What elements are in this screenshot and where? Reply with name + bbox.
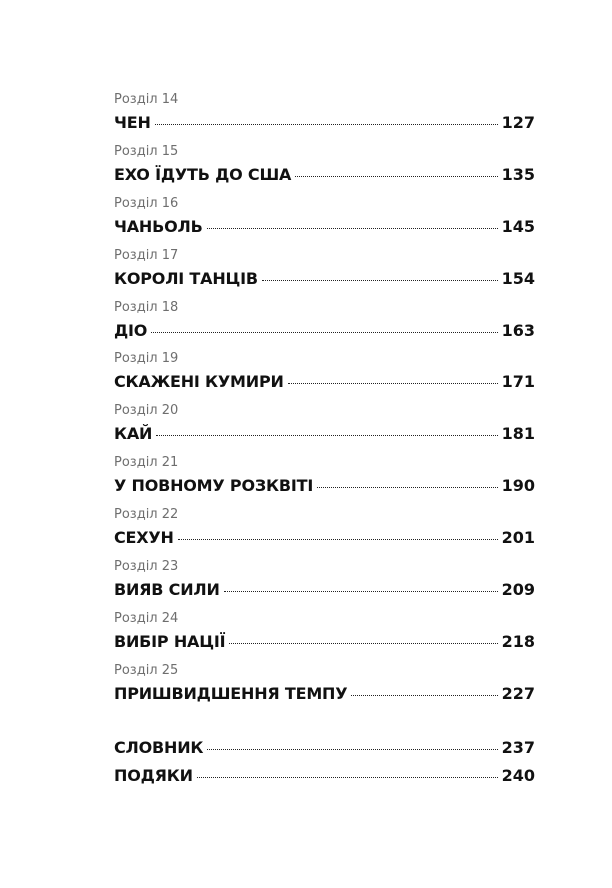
- chapter-number-label: Розділ 14: [114, 92, 179, 107]
- dot-leader: [295, 176, 497, 177]
- page-number: 227: [501, 683, 535, 703]
- chapter-number-label: Розділ 21: [114, 455, 179, 471]
- chapter-title: EXO ЇДУТЬ ДО США: [114, 164, 292, 184]
- dot-leader: [317, 487, 497, 488]
- page-number: 201: [501, 528, 535, 548]
- toc-row: [114, 473, 535, 499]
- chapter-title: СКАЖЕНІ КУМИРИ: [114, 372, 284, 392]
- page-number: 163: [501, 320, 535, 340]
- dot-leader: [197, 777, 498, 778]
- toc-entry-chapter-15[interactable]: [114, 142, 535, 194]
- toc-entry-chapter-25[interactable]: [114, 661, 535, 713]
- page-number: 237: [501, 738, 535, 757]
- dot-leader: [288, 383, 498, 384]
- chapter-number-label: Розділ 17: [114, 247, 179, 263]
- chapter-title: ЧЕН: [114, 113, 151, 132]
- page-number: 218: [501, 631, 535, 651]
- page-number: 240: [501, 766, 535, 785]
- toc-entry-chapter-19[interactable]: [114, 349, 535, 401]
- toc-row: [114, 369, 535, 395]
- dot-leader: [151, 332, 497, 333]
- chapter-number-label: Розділ 18: [114, 299, 179, 315]
- dot-leader: [262, 280, 498, 281]
- toc-entry-chapter-17[interactable]: [114, 246, 535, 298]
- toc-row: [114, 214, 535, 240]
- chapter-number-label: Розділ 20: [114, 403, 179, 419]
- toc-row: [114, 577, 535, 603]
- dot-leader: [207, 228, 498, 229]
- toc-row: [114, 629, 535, 655]
- back-matter-list: [114, 734, 535, 790]
- chapter-title: СЕХУН: [114, 528, 174, 548]
- dot-leader: [224, 591, 498, 592]
- chapter-title: ВИБІР НАЦІЇ: [114, 631, 226, 651]
- dot-leader: [351, 695, 497, 696]
- chapter-number-label: Розділ 23: [114, 559, 179, 575]
- dot-leader: [156, 435, 497, 436]
- toc-entry-chapter-22[interactable]: [114, 505, 535, 557]
- chapter-title: КОРОЛІ ТАНЦІВ: [114, 268, 258, 288]
- toc-row: [114, 421, 535, 447]
- chapter-title: ВИЯВ СИЛИ: [114, 580, 220, 600]
- chapter-title: У ПОВНОМУ РОЗКВІТІ: [114, 476, 314, 496]
- chapter-number-label: Розділ 24: [114, 610, 179, 626]
- toc-row: [114, 681, 535, 707]
- toc-entry-chapter-16[interactable]: [114, 194, 535, 246]
- page-number: 181: [501, 424, 535, 444]
- chapter-title: КАЙ: [114, 424, 153, 444]
- page-number: 190: [501, 476, 535, 496]
- toc-entry-chapter-23[interactable]: [114, 557, 535, 609]
- dot-leader: [178, 539, 498, 540]
- toc-entry-chapter-20[interactable]: [114, 401, 535, 453]
- toc-entry-chapter-21[interactable]: [114, 453, 535, 505]
- page-number: 135: [501, 164, 535, 184]
- chapter-title: ЧАНЬОЛЬ: [114, 216, 203, 236]
- page-number: 209: [501, 580, 535, 600]
- toc-row: [114, 525, 535, 551]
- chapter-title: ДІО: [114, 320, 148, 340]
- toc-row: [114, 110, 535, 136]
- page-number: 145: [501, 216, 535, 236]
- toc-row: [114, 162, 535, 188]
- page-number: 171: [501, 372, 535, 392]
- dot-leader: [229, 643, 497, 644]
- dot-leader: [207, 749, 497, 750]
- table-of-contents: [114, 90, 535, 713]
- chapter-number-label: Розділ 25: [114, 662, 179, 678]
- page-number: 154: [501, 268, 535, 288]
- toc-row: [114, 318, 535, 344]
- toc-row: [114, 266, 535, 292]
- toc-entry-acknowledgements[interactable]: [114, 762, 535, 790]
- dot-leader: [155, 124, 498, 125]
- chapter-number-label: Розділ 22: [114, 507, 179, 523]
- chapter-number-label: Розділ 16: [114, 195, 179, 211]
- toc-entry-chapter-14[interactable]: [114, 90, 535, 142]
- back-matter-title: ПОДЯКИ: [114, 766, 193, 785]
- toc-entry-chapter-24[interactable]: [114, 609, 535, 661]
- page-number: 127: [501, 113, 535, 132]
- toc-entry-glossary[interactable]: [114, 734, 535, 762]
- back-matter-title: СЛОВНИК: [114, 738, 204, 757]
- chapter-title: ПРИШВИДШЕННЯ ТЕМПУ: [114, 683, 348, 703]
- chapter-number-label: Розділ 15: [114, 143, 179, 159]
- chapter-number-label: Розділ 19: [114, 351, 179, 367]
- toc-entry-chapter-18[interactable]: [114, 298, 535, 350]
